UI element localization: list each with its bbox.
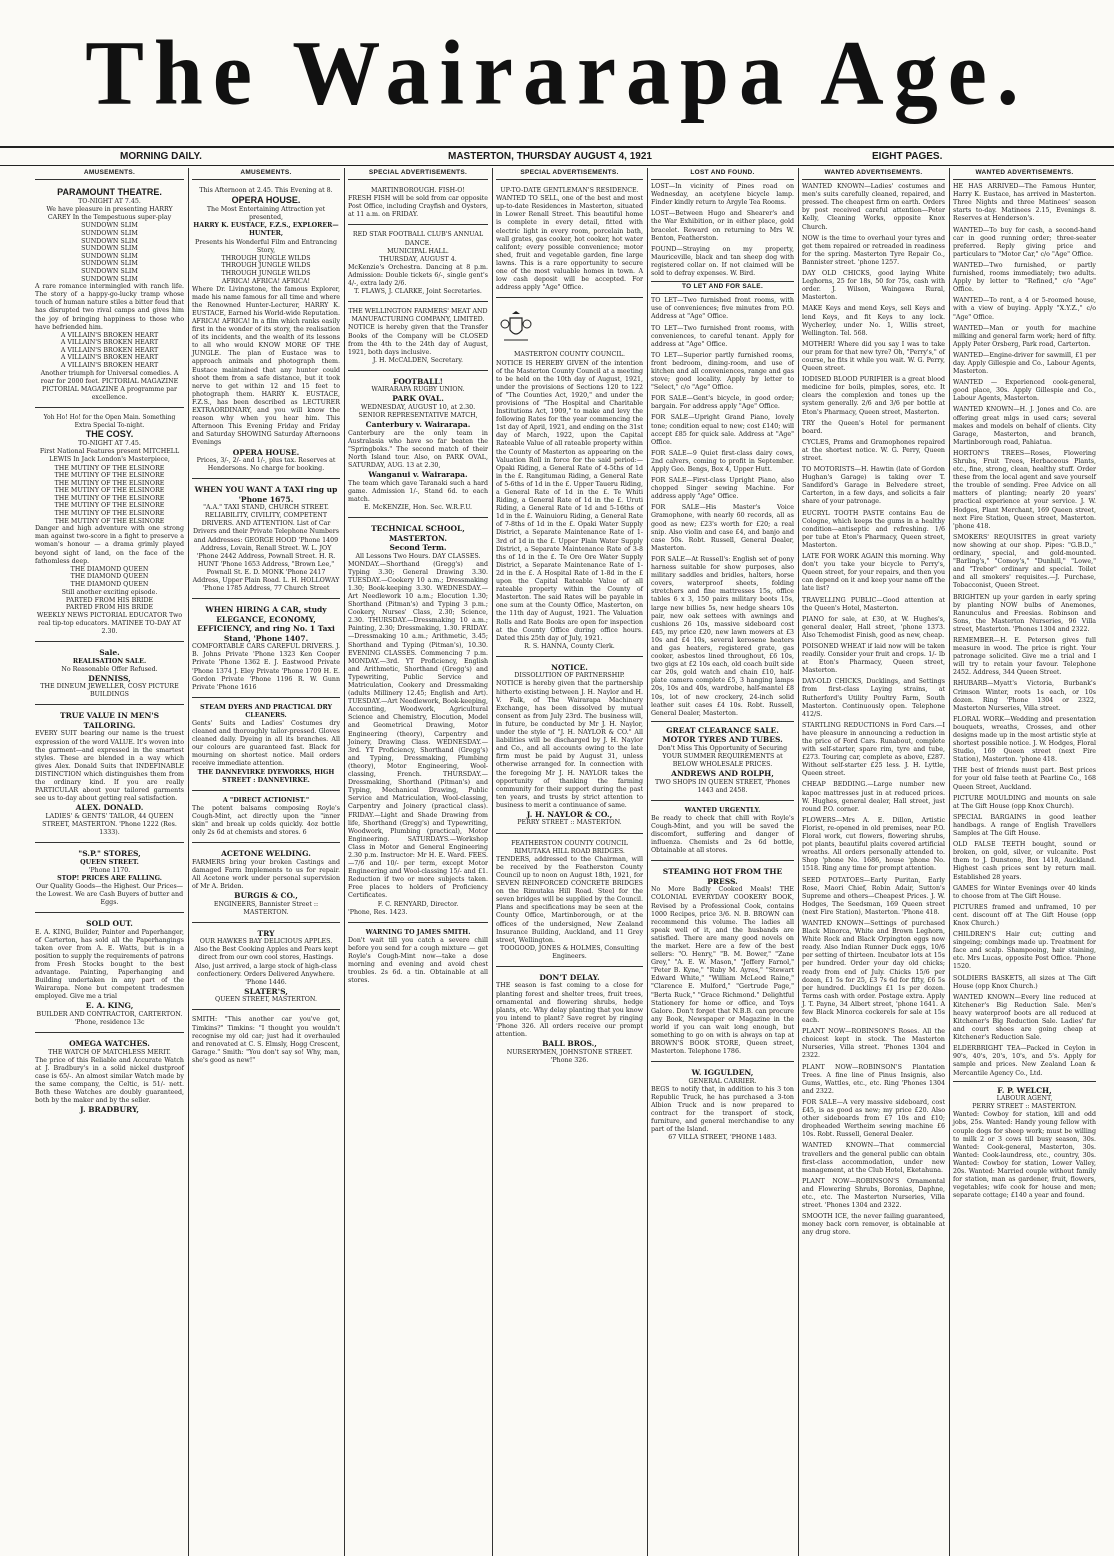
repeated-line: THE DIAMOND QUEEN [70, 580, 149, 588]
ad-subtitle: The Most Entertaining Attraction yet presented, [206, 206, 326, 222]
ad-address: LADIES' & GENTS' TAILOR, 44 QUEEN STREET, MASTERTON. 'Phone 1222 (Res. 1333). [42, 812, 177, 836]
repeated-line: A VILLAIN'S BROKEN HEART [60, 331, 159, 339]
ad-pre: Yoh Ho! Ho! for the Open Main. Something Extra Special To-night. [43, 414, 176, 429]
ad-line: Presents his Wonderful Film and Entrancing Story, [195, 238, 337, 254]
repeated-line: SUNDOWN SLIM [81, 245, 138, 253]
taxi-ad [192, 481, 340, 599]
classified-entry: FOR SALE—At Russell's: English set of pony harness suitable for show purposes, also military saddles and bridles, halters, horse covers, waterproof sheets, folding stretchers and fine mattresses 15s, office tables 6 x 3, 150 pairs military boots 15s, large new billies 5s, new hedge shears 10s pair, new oak settees with awnings and cushions 26 10s, massive sideboard cost £45, my price £20, new lawn mowers at £3 10s and £4 10s, several kerosene heaters and gas heaters, registered grate, gas cooker, asbestos lined throughout, £6 10s, two gigs at £2 10s each, old coach built side car 20s, gold watch and chain £10, half-plate camera complete £5, 3 hanging lamps 20s, 10s and 40s, wardrobe, half-mantel £8 10s, lot of new crockery, 24-inch solid leather suit cases £4 10s. Robt. Russell, General Dealer, Masterton. [651, 555, 794, 717]
classified-entry: GAMES for Winter Evenings over 40 kinds to choose from at The Gift House. [953, 884, 1096, 900]
warning-ad [348, 925, 488, 991]
ad-phone: 'Phone 1170. [88, 866, 131, 874]
ad-venue: MUNICIPAL HALL. [387, 247, 449, 255]
ad-phone: 'Phone, Res. 1423. [348, 908, 408, 916]
classified-entry: PICTURES framed and unframed, 10 per cent. discount off at The Gift House (opp Knox Church.) [953, 903, 1096, 927]
classified-entry: CHEAP BEDDING.—Large number new kapoc mattresses just in at reduced prices. W. Hughes, general dealer, Hall street, just round P.O. corner. [802, 781, 945, 813]
ad-title: TECHNICAL SCHOOL, MASTERTON. [371, 524, 465, 543]
ad-body: No More Badly Cooked Meals! THE COLONIAL EVERYDAY COOKERY BOOK, Revised by a Professional Cook, contains 1000 Recipes, price 3/6. N. B. BROWN can recommend this volume. The ladies all speak well of it, and the husbands are satisfied. There are many good novels on the market. Here are a few of the best sellers: "O. Henry," "B. M. Bower," "Zane Grey," "A. E. W. Mason," "Jeffery Farnol," "Peter B. Kyne," "Ruby M. Ayres," "Stewart Edward White," "William McLeod Raine," "Clarence E. Mulford," "Gertrude Page," "Berta Ruck," "Grace Richmond." Delightful Stationery for home or office, and Toys Galore. Don't forget that N.B.B. can procure any Book, Newspaper or Magazine in the world if you can wait long enough, but something to go on with is always on tap at BROWN'S BOOK STORE, Queen street, Masterton. Telephone 1786. [651, 886, 794, 1056]
ad-body: NOTICE IS HEREBY GIVEN of the intention of the Masterton County Council at a meeting to be held on the 10th day of August, 1921, under the provisions of Sections 120 to 122 of "The Counties Act, 1920," and under the provisions of "The Hospital and Charitable Institutions Act, 1909," to make and levy the following Rates for the year commencing the 1st day of April, 1921, and ending on the 31st day of March, 1922, upon the Capital Rateable Value of all rateable property within the County of Masterton as appearing on the Valuation Roll in force for the said period:— Opaki Riding, a General Rate of 4-5ths of 1d in the £. Rangitumau Riding, a General Rate of 5-6ths of 1d in the £. Upper Taueru Riding, a General Rate of 1d in the £. Te Whiti Riding, a General Rate of 1d in the £. Uruti Riding, a General Rate of 1d and 5-16ths of 1d in the £. Wainuioru Riding, a General Rate of 7-8ths of 1d in the £. Opaki Water Supply District, a Separate Maintenance Rate of 1-3rd of 1d in the £. Upper Plain Water Supply District, a Separate Maintenance Rate of 3-8 ths of 1d in the £. Te Ore Ore Water Supply District, a Separate Maintenance Rate of 1-2d in the £. A Hospital Rate of 1-8d in the £ upon the Capital Rateable Value of all rateable property within the County of Masterton. The said Rates will be payable in one sum at the County Office, Masterton, on the 11th day of August, 1921. The Valuation Rolls and Rate Books are open for inspection at the County Office during office hours. Dated this 25th day of July, 1921. [496, 359, 643, 642]
dateline [0, 146, 1114, 166]
classified-entry: WANTED—To buy for cash, a second-hand car in good running order; three-seater preferred. Reply giving price and particulars to "Motor Car," c/o "Age" Office. [953, 226, 1096, 258]
ad-body: "A.A." TAXI STAND, CHURCH STREET. RELIABILITY, CIVILITY, COMPETENT DRIVERS. AND ATTENTION. List of Car Drivers and their Private Telephone Numbers and Addresses: GEORGE HOOD 'Phone 1409 Address, Lovain, Renall Street. W. L. JOY 'Phone 2442 Address, Pownall Street. H. R. HUNT 'Phone 1653 Address, "Brown Lee," Pownall St. E. D. MONK 'Phone 2417 Address, Upper Plain Road. L. H. HOLLOWAY 'Phone 1785 Address, 77 Church Street [192, 504, 340, 593]
ad-subtitle: GENERAL CARRIER. [688, 1077, 757, 1085]
repeated-line: SUNDOWN SLIM [81, 222, 138, 230]
classified-entry: THE best of friends must part. Best prices for your old false teeth at Pearline Co., 168 Queen Street, Auckland. [953, 767, 1096, 791]
classified-entry: FOR SALE—First-class Upright Piano, also chopped Singer sewing Machine. For address apply "Age" Office. [651, 477, 794, 501]
classified-entry: DAY-OLD CHICKS, Ducklings, and Settings from first-class Laying strains, at Rutherford's Utility Poultry Farm, South Masterton. Continuously open. Telephone 412/S. [802, 678, 945, 718]
ad-signature: TOOGOOD, JONES & HOLMES, Consulting Engineers. [500, 944, 639, 960]
classified-entry: HE HAS ARRIVED—The Famous Hunter, Harry K. Eustace, has arrived in Masterton. Three Nights and three Matinees' season starts to-day. Matinees 2.15, Evenings 8. Reserves at Henderson's. [953, 183, 1096, 223]
columns [0, 168, 1114, 1556]
repeated-line: SUNDOWN SLIM [81, 267, 138, 275]
fish-ad [348, 183, 488, 225]
hiring-ad [192, 601, 340, 698]
ad-body: WANTED TO SELL, one of the best and most up-to-date Residences in Masterton, situated in Lower Renall Street. This beautiful home is complete in every detail, fitted with electric light in every room, porcelain bath, wall grates, gas cooker, hot cooker, hot water califont; every possible convenience; motor shed, fruit and vegetable garden, fine large lawns. This is a rare opportunity to secure one of the most valuable homes in town. A low cash deposit will be accepted. For address apply "Age" Office. [496, 195, 643, 292]
ad-title: NOTICE. [551, 662, 588, 672]
classified-entry: NOW is the time to overhaul your tyres and get them repaired or retreaded in readiness for the spring. Masterton Tyre Repair Co., Bannister street. 'phone 1257. [802, 234, 945, 266]
ad-title: TRUE VALUE IN MEN'S TAILORING. [59, 711, 160, 730]
ad-body: The team which gave Taranaki such a hard game. Admission 1/-, Stand 6d. to each match. [348, 479, 488, 503]
repeated-line: PARTED FROM HIS BRIDE [65, 596, 154, 604]
ad-subtitle: TO-NIGHT AT 7.45. [78, 440, 141, 448]
repeated-line: THE DIAMOND QUEEN [70, 573, 149, 581]
ad-body: Gents' Suits and Ladies' Costumes dry cleaned and thoroughly tailor-pressed. Gloves cleaned daily. Dyeing in all its branches. All our colours are guaranteed fast. Black for mourning on shortest notice. Mail orders receive immediate attention. [192, 719, 340, 768]
dyers-ad [192, 700, 340, 791]
classified-entry: FOR SALE—9 Quiet first-class dairy cows, 2nd calvers, coming to profit in September. Apply Geo. Bengs, Box 4, Upper Hutt. [651, 449, 794, 473]
council-ad [496, 300, 643, 657]
repeated-line: THE MUTINY OF THE ELSINORE [54, 502, 165, 510]
classified-entry: PLANT NOW—ROBINSON'S Ornamental and Flowering Shrubs, Boronias, Daphne, etc., etc. The Masterton Nurseries, Villa street. 'Phones 1304 and 2322. [802, 1177, 945, 1210]
column-6 [798, 168, 948, 1556]
ad-body: Don't Miss This Opportunity of Securing YOUR SUMMER REQUIREMENTS at BELOW WHOLESALE PRICES. [657, 744, 788, 768]
classified-entry: WANTED KNOWN—H. J. Jones and Co. are offering great mlgs in used cars; several makes and models on behalf of clients. City Garage, Masterton, and branch, Martinborough road, Pahiatua. [953, 406, 1096, 446]
sp-stores-ad [35, 845, 184, 913]
denniss-ad [35, 644, 184, 705]
repeat-block [35, 222, 184, 283]
repeated-line: THROUGH JUNGLE WILDS [221, 269, 311, 277]
repeated-line: THE MUTINY OF THE ELSINORE [54, 487, 165, 495]
column-header: WANTED ADVERTISEMENTS. [953, 168, 1096, 180]
ad-body: The price of this Reliable and Accurate Watch at J. Bradbury's in a solid nickel dustproof case is 65/-. An almost similar Watch made by the same company, the Celtic, is 51/- nett. Both these Watches are doubly guaranteed, both by the maker and by the seller. [35, 1056, 184, 1105]
repeated-line: THROUGH JUNGLE WILDS [221, 262, 311, 270]
classified-entry: WANTED KNOWN—That commercial travellers and the general public can obtain first-class accommodation, under new management, at the Club Hotel, Eketahuna. [802, 1142, 945, 1174]
ad-signature: J. H. McCALDEN, Secretary. [372, 356, 464, 364]
ad-title: WANTED URGENTLY. [684, 806, 761, 814]
ad-body: EVERY SUIT bearing our name is the truest expression of the word VALUE. It's woven into the garment—and expressed in the smartest styles. These are blended in a way which gives Alex. Donald Suits that INDEFINABLE DISTINCTION which distinguishes them from the ordinary kind. If you are really PARTICULAR about your tailored garments see us to-day about getting real satisfaction. [35, 730, 184, 803]
classified-entry: BRIGHTEN up your garden in early spring by planting NOW bulbs of Anemones, Ranunculus and Freesias. Robinson and Sons, the Masterton Nurseries, 96 Villa street, Masterton. 'Phones 1304 and 2322. [953, 593, 1096, 633]
ad-name: E. A. KING, [85, 1001, 134, 1011]
repeated-line: THE MUTINY OF THE ELSINORE [54, 479, 165, 487]
classified-entry: FOR SALE—A very massive sideboard, cost £45, is as good as new; my price £20. Also other sideboards from £7 10s and £10; dropheaded Wertheim sewing machine £6 10s. Robt. Russell, General Dealer. [802, 1098, 945, 1139]
ad-intro: First National Features present MITCHELL LEWIS In Jack London's Masterpiece, [39, 448, 180, 464]
repeat-block [35, 465, 184, 526]
ad-body: A rare romance intermingled with ranch life. The story of a happy-go-lucky tramp whose touch of human nature stiles a bitter feud that has disrupted two rival camps and gives him the joy of bringing happiness to those who have befriended him. [35, 283, 184, 331]
column-3 [344, 168, 491, 1556]
featherston-ad [496, 836, 643, 967]
classified-entry: WANTED KNOWN—Every line reduced at Kitchener's Big Reduction Sale. Men's heavy waterproof boots are all reduced at Kitchener's Big Reduction Sale. Ladies' fur and court shoes are going cheap at Kitchener's Reduction Sale. [953, 993, 1096, 1042]
ad-name: SLATER'S, [244, 986, 288, 996]
ad-name: F. P. WELCH, [997, 1085, 1052, 1095]
repeated-line: THE DIAMOND QUEEN [70, 565, 149, 573]
ad-line: AFRICA! AFRICA! AFRICA! [221, 277, 311, 285]
ad-address: QUEEN STREET, MASTERTON. [214, 996, 318, 1004]
ad-name: ANDREWS AND ROLPH, [671, 769, 774, 779]
ad-body: WEDNESDAY, AUGUST 10, at 2.30. SENIOR REPRESENTATIVE MATCH, [358, 403, 478, 420]
classified-entry: CYCLES, Prams and Gramophones repaired at the shortest notice. W. G. Perry, Queen street. [802, 438, 945, 462]
classified-entry: LATE FOR WORK AGAIN this morning. Why don't you take your bicycle to Perry's, Queen street, for your repairs, and then you can depend on it and keep your name off the late list? [802, 553, 945, 593]
ad-name: BALL BROS., [542, 1039, 597, 1049]
repeated-line: SUNDOWN SLIM [81, 252, 138, 260]
wanted-list [802, 183, 945, 1237]
column-4 [492, 168, 646, 1556]
ad-date: THURSDAY, AUGUST 4. [379, 255, 457, 263]
ad-body: Danger and high adventure with one strong man against two-score in a fight to preserve a woman's honour — a drama grimly played beyond sight of land, on the face of the fathomless deep. [35, 525, 184, 565]
ad-title: ACETONE WELDING. [221, 849, 311, 859]
cosy-ad [35, 410, 184, 642]
ad-address: BUILDER AND CONTRACTOR, CARTERTON. 'Phone, residence 13c [36, 1010, 183, 1027]
carrier-ad [651, 1064, 794, 1147]
column-header: WANTED ADVERTISEMENTS. [802, 168, 945, 180]
repeated-line: A VILLAIN'S BROKEN HEART [60, 362, 159, 370]
ad-title: FEATHERSTON COUNTY COUNCIL [511, 839, 628, 847]
classified-entry: ELDERBRIGHT TEA—Packed in Ceylon in 90's, 40's, 20's, 10's, and 5's. Apply for sample and prices. New Zealand Loan & Mercantile Agency Co., Ltd. [953, 1045, 1096, 1077]
ad-title: RED STAR FOOTBALL CLUB'S ANNUAL DANCE. [352, 231, 484, 247]
classified-entry: FLOWERS—Mrs A. E. Dillon, Artistic Florist, re-opened in old premises, near P.O. Floral work, cut flowers, flowering shrubs, pot plants, beautiful plaits covered artificial wreaths. All orders personally attended to. Shop 'phone No. 1686, house 'phone No. 1518. Ring any time for prompt attention. [802, 816, 945, 873]
sold-out-ad [35, 915, 184, 1033]
ad-body: E. A. KING, Builder, Painter and Paperhanger, of Carterton, has sold all the Paperhangings taken over from A. E. Watts, but is in a position to supply the requirements of patrons from Fresh Stocks bought to the best advantage. Painting, Paperhanging and Building undertaken in any part of the Wairarapa. None but competent tradesmen employed. Give me a trial [35, 928, 184, 1001]
football-ad [348, 373, 488, 518]
classified-entry: WANTED—Man or youth for machine milking and general farm work; herd of fifty. Apply Peter Orsberg, Park road, Carterton. [953, 324, 1096, 348]
repeat-block [192, 255, 340, 278]
classified-entry: WANTED—Engine-driver for sawmill, £1 per day. Apply Gillespie and Co., Labour Agents, Masterton. [953, 351, 1096, 376]
apples-ad [192, 925, 340, 1011]
tailoring-ad [35, 707, 184, 843]
newspaper-title: The Wairarapa Age. [85, 22, 1029, 125]
ad-title: THE COSY. [85, 429, 134, 440]
ad-name: ALEX. DONALD. [75, 803, 144, 813]
section-header: TO LET AND FOR SALE. [651, 281, 794, 294]
ad-address: ENGINEERS, Bannister Street :: MASTERTON. [213, 900, 319, 916]
ad-term: Second Term. [389, 543, 447, 552]
classified-entry: FOUND—Straying on my property, Mauriceville, black and tan sheep dog with registered collar on. If not claimed will be sold to defray expenses. W. Bird. [651, 245, 794, 278]
ad-body: NOTICE is hereby given that the Transfer Books of the Company will be CLOSED from the 4th to the 24th day of August, 1921, both days inclusive. [348, 324, 488, 356]
classified-entry: FOR SALE—Upright Grand Piano, lovely tone; condition equal to new; cost £140; will accept £85 for quick sale. Address at "Age" Office. [651, 414, 794, 446]
column-header: AMUSEMENTS. [35, 168, 184, 180]
classified-entry: TO MOTORISTS—H. Hawtin (late of Gordon Hughan's Garage) is taking over T. Sandiford's Garage in Belvedere street, Carterton, in a few days, and solicits a fair share of your patronage. [802, 466, 945, 506]
repeated-line: THE MUTINY OF THE ELSINORE [54, 517, 165, 525]
ad-body: OUR HAWKES BAY DELICIOUS APPLES. Also the Best Cooking Apples and Pears kept direct from our own cool stores, Hastings. Also, just arrived, a large stock of high-class confectionery. Orders Delivered Anywhere. 'Phone 1446. [194, 938, 338, 986]
column-7 [949, 168, 1099, 1556]
ad-tail: WEEKLY NEWS PICTORIAL EDUCATOR Two real tip-top educators. MATINEE TO-DAY AT 2.30. [36, 611, 183, 635]
ad-body: NOTICE is hereby given that the partnership hitherto existing between J. H. Naylor and H. V. Falk, of The Wairarapa Machinery Exchange, has been dissolved by mutual consent as from July 23rd. The business will, in future, be conducted by Mr J. H. Naylor, under the style of "J. H. NAYLOR & CO." All liabilities will be discharged by J. H. Naylor and Co., and all accounts owing to the late firm must be paid by August 31, unless otherwise arranged for. In connection with the foregoing Mr J. H. NAYLOR takes the opportunity of thanking the farming community for their support during the past ten years, and trusts by strict attention to business to merit a continuance of same. [496, 680, 643, 809]
ad-title: STEAMING HOT FROM THE PRESS. [662, 867, 783, 886]
classified-entry: LOST—In vicinity of Pines road on Wednesday, an acetylene bicycle lamp. Finder kindly return to Argyle Tea Rooms. [651, 183, 794, 207]
repeated-line: THE MUTINY OF THE ELSINORE [54, 464, 165, 472]
ad-match: Canterbury v. Wairarapa. [365, 420, 471, 430]
ad-title: OMEGA WATCHES. [69, 1039, 150, 1049]
classified-entry: FOR SALE—Gent's bicycle, in good order; bargain. For address apply "Age" Office. [651, 395, 794, 411]
ad-subtitle: TO-NIGHT AT 7.45. [78, 198, 141, 206]
ad-body: SMITH: "This another car you've got, Timkins?" Timkins: "I thought you wouldn't recognise my old car; just had it overhauled and renovated at C. S. Elmsly, Hogg Crescent, Garage." Smith: "You don't say so! Why, man, she's good as new!" [192, 1016, 340, 1064]
ad-tail: Another triumph for Universal comedies. A roar for 2000 feet. PICTORIAL MAGAZINE PICTORIAL MAGAZINE A programme par excellence. [40, 369, 179, 401]
repeated-line: SUNDOWN SLIM [81, 237, 138, 245]
smith-ad [192, 1012, 340, 1070]
ad-name: J. BRADBURY, [80, 1105, 139, 1115]
repeat-block [35, 597, 184, 612]
classified-entry: TO LET—Two furnished front rooms, with use of conveniences; five minutes from P.O. Address at "Age" Office. [651, 297, 794, 321]
column-header: AMUSEMENTS. [192, 168, 340, 180]
farmers-ad [348, 304, 488, 371]
dateline-pages: EIGHT PAGES. [872, 151, 943, 162]
welding-ad [192, 845, 340, 923]
ad-body: Be ready to check that chill with Royle's Cough-Mint, and you will be saved the discomfort, suffering and danger of influenza. Chemists and 2s 6d bottle, Obtainable at all stores. [651, 814, 794, 855]
ad-body: Wanted: Cowboy for station, kill and odd jobs, 25s. Wanted: Handy young fellow with couple dogs for sheep work; must be willing to milk 2 or 3 cows till busy season, 30s. Wanted: Cook-general, Masterton, 30s. Wanted: Cook-laundress, etc., country, 30s. Wanted: Cowboy for station, Lower Valley, 20s. Wanted: Married couple without family for station, man as gardener, fruit, flowers, vegetables; wife cook for house and men; separate cottage; £140 a year and found. [953, 1111, 1096, 1200]
masthead [0, 14, 1114, 134]
ad-line: REALISATION SALE. [72, 657, 147, 665]
classified-entry: SMOKERS' REQUISITES in great variety now showing at our shop. Pipes: "G.B.D.," ordinary, special, and gold-mounted. "Barling's," "Comoy's," "Dunhill," "Lowe," and "Trebor" ordinary and special. Toilet and all smokers' requisites.—J. Purchase, Tobacconist, Queen Street. [953, 533, 1096, 590]
ad-body: Where Dr. Livingstone, the famous Explorer, made his name famous for all time and where the Renowned Hunter-Lecturer, HARRY K. EUSTACE, Earned his World-wide Reputation. AFRICA! AFRICA! In a film which ranks easily first in the wonder of its story, the realisation of its incidents, and the wealth of its lessons to all who would KNOW MORE OF THE JUNGLE. The plan of Eustace was to approach animals and photograph them. Eustace maintained that any hunter could shoot them from a safe distance, but it took nerve to get within 12 and 15 feet to photograph them. HARRY K. EUSTACE, F.Z.S., has been described as LECTURER EXTRAORDINARY, and you will know the reason why when you hear him. This Afternoon This Evening Friday and Friday and Saturday SHOWING Saturday Afternoons Evenings [192, 285, 340, 447]
classified-entry: EUCRYL TOOTH PASTE contains Eau de Cologne, which keeps the gums in a healthy condition—antiseptic and refreshing. 1/6 per tube at Eton's Pharmacy, Queen street, Masterton. [802, 509, 945, 549]
ad-name: DENNISS, [88, 673, 131, 683]
ad-body: The potent balsams composing Royle's Cough-Mint, act directly upon the "inner skin" and break up colds quickly. 4oz bottle only 2s 6d at chemists and stores. 6 [192, 804, 340, 837]
cookery-book-ad [651, 863, 794, 1062]
classified-entry: POISONED WHEAT if laid now will be taken readily. Consider your fruit and crops. 1/- lb at Eton's Pharmacy, Queen street, Masterton. [802, 642, 945, 675]
column-header: SPECIAL ADVERTISEMENTS. [496, 168, 643, 180]
ad-title: THE WELLINGTON FARMERS' MEAT AND MANUFACTURING COMPANY, LIMITED. [348, 308, 488, 324]
opera-house-ad [192, 183, 340, 479]
ad-subtitle: DISSOLUTION OF PARTNERSHIP. [514, 672, 625, 680]
classified-entry: PIANO for sale, at £30, at W. Hughes's, general dealer, Hall street, 'phone 1373. Also Tchemodist Finish, good as new, cheap. [802, 615, 945, 639]
ad-title: MASTERTON COUNTY COUNCIL. [513, 351, 626, 359]
ad-line: No Reasonable Offer Refused. [61, 665, 158, 673]
wanted-list [953, 183, 1096, 1078]
ad-body: Our Quality Goods—the Highest. Our Prices—the Lowest. We are Cash Buyers of butter and Eggs. [35, 882, 184, 907]
ad-signature: R. S. HANNA, County Clerk. [524, 642, 615, 650]
classified-entry: FLORAL WORK—Wedding and presentation bouquets, wreaths, Crosses, and other designs made up in the most artistic style at shortest possible notice. J. W. Hodges, Floral Studio, 169 Queen street (next Fire Station), Masterton. 'phone 418. [953, 715, 1096, 764]
ad-signature: T. FLAWS, J. CLARKE, Joint Secretaries. [354, 288, 482, 296]
classified-entry: HORTON'S TREES—Roses, Flowering Shrubs, Fruit Trees, Herbaceous Plants, etc., fine, strong, clean, healthy stuff. Order these from the local agent and save yourself the trouble of sending. Free Advice on all matters of planting; nearly 20 years' practical experience at your service. J. W. Hodges, Plant Merchant, 169 Queen street, next Fire Station, Queen street, Masterton. 'phone 418. [953, 449, 1096, 530]
ad-address: PERRY STREET :: MASTERTON. [517, 819, 622, 827]
ad-address: TWO SHOPS IN QUEEN STREET, 'Phones 1443 and 2458. [654, 778, 791, 794]
ad-body: FARMERS bring your broken Castings and damaged Farm Implements to us for repair. All Acetone work under personal supervision of Mr A. Briden. [192, 858, 340, 890]
ad-body: McKenzie's Orchestra. Dancing at 8 p.m. Admission: Double tickets 6/-, single gent's 4/-, extra lady 2/6. [348, 263, 488, 288]
ad-subtitle: LABOUR AGENT, [996, 1095, 1053, 1103]
classified-entry: WANTED—Two furnished, or partly furnished, rooms immediately; two adults. Apply by letter to "Refined," c/o "Age" Office. [953, 261, 1096, 294]
ad-name: HARRY K. EUSTACE, F.Z.S., EXPLORER—HUNTER, [193, 222, 339, 238]
repeated-line: PARTED FROM HIS BRIDE [65, 604, 154, 612]
ad-name: W. IGGULDEN, [691, 1068, 754, 1078]
let-list [651, 297, 794, 718]
partnership-notice [496, 659, 643, 834]
dance-ad [348, 227, 488, 302]
lost-list [651, 183, 794, 278]
ad-times: This Afternoon at 2.45. This Evening at 8. [199, 187, 333, 195]
classified-entry: PICTURE MOULDING and mounts on sale at The Gift House (opp Knox Church). [953, 794, 1096, 810]
repeated-line: SUNDOWN SLIM [81, 260, 138, 268]
ad-signature: F. C. RENYARD, Director. [377, 900, 459, 908]
repeated-line: A VILLAIN'S BROKEN HEART [60, 339, 159, 347]
ad-body: COMFORTABLE CARS CAREFUL DRIVERS. J. B. Johns Private 'Phone 1323 Ken Cooper Private 'Phone 1362 E. J. Eastwood Private 'Phone 1374 J. Eley Private 'Phone 1709 H. E. Gordon Private 'Phone 1196 R. W. Gunn Private 'Phone 1616 [192, 643, 340, 691]
repeated-line: A VILLAIN'S BROKEN HEART [60, 354, 159, 362]
ad-prices: Prices, 3/-, 2/- and 1/-, plus tax. Reserves at Hendersons. No charge for booking. [196, 457, 336, 473]
ad-mid: Still another exciting episode. [61, 588, 158, 596]
classified-entry: SPECIAL BARGAINS in good leather handbags. A range of English Travellers Samples at The Gift House. [953, 813, 1096, 838]
classified-entry: TO LET—Two furnished front rooms, with conveniences, to careful tenant. Apply for address at "Age" Office. [651, 324, 794, 348]
classified-entry: IODISED BLOOD PURIFIER is a great blood medicine for boils, pimples, sores, etc. It clears the complexion and tones up the system generally. 2/6 and 3/6 per bottle at Eton's Pharmacy, Queen street, Masterton. [802, 376, 945, 416]
dateline-date: MASTERTON, THURSDAY AUGUST 4, 1921 [448, 151, 652, 162]
ad-body: TENDERS, addressed to the Chairman, will be received by the Featherston County Council up to noon on August 18th, 1921, for SEVEN REINFORCED CONCRETE BRIDGES on the Rimutaka Hill Road. Steel for the seven bridges will be supplied by the Council. Plans and specifications may be seen at the County Office, Martinborough, or at the offices of the undersigned, New Zealand Insurance Building, Auckland, and 11 Grey street, Wellington. [496, 855, 643, 944]
ad-name: BURGIS & CO., [234, 891, 298, 901]
ad-body: FRESH FISH will be sold from car opposite Post Office, including Crayfish and Oysters, at 11 a.m. on FRIDAY. [348, 195, 488, 219]
classified-entry: WANTED KNOWN—Settings of purchased Black Minorca, White and Brown Leghorn, White Rock and Black Orpington eggs now ready. Also Indian Runner Duck eggs, 10/6 per setting of thirteen. Incubator lots at 15s per hundred. Order your day old chicks; ready from end of July. Chicks 15/6 per dozen, £1 5s for 25, £3 7s 6d for fifty, £6 5s per hundred. Ducklings £1 1s per dozen. Terms cash with order. Postage extra. Apply J. T. Payne, 34 Albert street, 'phone 1641. A few Black Minorca cockerels for sale at 15s each. [802, 919, 945, 1025]
classified-entry: LOST—Between Hugo and Shearer's and the War Exhibition, or in either place, gold bracelet. Reward on returning to Mrs W. Benton, Featherston. [651, 210, 794, 242]
ad-title: SOLD OUT. [86, 919, 133, 929]
technical-school-ad [348, 520, 488, 923]
coat-of-arms-icon [496, 310, 536, 344]
classified-entry: REMEMBER—H. E. Peterson gives full measure in wood. The price is right. Your patronage solicited. Give me a trial and I will try to retain your favour. Telephone 2452. Address, 344 Queen Street. [953, 636, 1096, 677]
ad-title: WHEN YOU WANT A TAXI ring up 'Phone 1675. [194, 485, 338, 504]
urgently-ad [651, 803, 794, 862]
classified-entry: MOTHER! Where did you say I was to take our pram for that new tyre? Oh, "Perry's," of course, he fits it while you wait. W. G. Perry, Queen street. [802, 340, 945, 373]
classified-entry: MAKE Keys and mend Keys, sell Keys and lend Keys, and fit Keys to any lock. Wycherley, under No. 1, Willis street, Wellington. Tel. 568. [802, 305, 945, 337]
ad-title: OPERA HOUSE. [232, 447, 300, 457]
classified-entry: TO LET—Superior partly furnished rooms, front bedroom, dining-room, and use of kitchen and all conveniences, range and gas stove; good locality. Apply by letter to "Select," c/o "Age" Office. [651, 351, 794, 392]
ad-intro: We have pleasure in presenting HARRY CAREY In the Tempestuous super-play [46, 206, 173, 222]
column-2 [188, 168, 343, 1556]
ad-title: STEAM DYERS AND PRACTICAL DRY CLEANERS. [199, 703, 333, 719]
ad-subtitle: THE WATCH OF MATCHLESS MERIT. [48, 1048, 171, 1056]
ad-address: 67 VILLA STREET, 'PHONE 1483. [668, 1134, 777, 1142]
ad-body: MONDAY.—Shorthand (Gregg's) and Typing 3.30; General Drawing 3.30. TUESDAY.—Cookery 10 a.m.; Dressmaking 1.30; Book-keeping 3.30. WEDNESDAY.—Art Needlework 10 a.m.; Elocution 1.30; Shorthand (Pitman's) and Typing 3 p.m.; Cookery, Nurses' Class, 2.30; Science, 2.30. THURSDAY.—Dressmaking 10 a.m.; Painting, 2.30; Dressmaking, 1.30. FRIDAY.—Dressmaking 10 a.m.; Arithmetic, 3.45; Shorthand and Typing (Pitman's), 10.30. EVENING CLASSES. Commencing 7 p.m. MONDAY.—3rd. YT Proficiency, English and Arithmetic, Shorthand (Gregg's) and Typewriting, Public Service and Matriculation, Cookery and Dressmaking (adults Millinery 12.45; English and Art). TUESDAY.—Art Needlework, Book-keeping, Accounting, Woodwork, Agricultural Science and Chemistry, Elocution, Model and Geometrical Drawing, Motor Engineering (theory), Carpentry and Joinery, Drawing Class. WEDNESDAY.—3rd. YT Proficiency, Shorthand (Gregg's) and Typing, Dressmaking, Plumbing (theory), Motor Engineering, Wool-classing, French. THURSDAY.—Dressmaking, Shorthand (Pitman's) and Typing, Mechanical Drawing, Public Service and Matriculation, Wool-classing, Carpentry and Joinery (practical class). FRIDAY.—Light and Shade Drawing from life, Shorthand (Gregg's) and Typewriting, Woodwork, Plumbing (practical), Motor Engineering. SATURDAYS.—Workshop Class in Motor and General Engineering 2.30 p.m. Instructor: Mr H. E. Ward. FEES.—7/6 and 10/- per term, except Motor Engineering and Wool-classing 15/- and £1. Reduction if two or more subjects taken. Free places to holders of Proficiency Certificates. [348, 560, 488, 900]
ad-title: "S.P." STORES, [78, 849, 141, 859]
actionist-ad [192, 793, 340, 843]
repeat-block [35, 566, 184, 589]
ad-tail: THE DANNEVIRKE DYEWORKS, HIGH STREET : DANNEVIRKE. [197, 768, 335, 784]
repeated-line: THROUGH JUNGLE WILDS [221, 254, 311, 262]
classified-entry: OLD FALSE TEETH bought, sound or broken, on gold, silver, or vulcanite. Post them to J. Dunstone, Box 1418, Auckland. Highest cash prices sent by return mail. Established 28 years. [953, 841, 1096, 881]
repeat-block [35, 332, 184, 370]
classified-entry: PLANT NOW—ROBINSON'S Plantation Trees. A fine line of Pinus Insignis, also Gums, Wattles, etc., etc. Ring 'Phones 1304 and 2322. [802, 1063, 945, 1095]
classified-entry: TRY the Queen's Hotel for permanent board. [802, 419, 945, 435]
classified-entry: TRAVELLING PUBLIC—Good attention at the Queen's Hotel, Masterton. [802, 596, 945, 612]
ad-address: NURSERYMEN, JOHNSTONE STREET. 'Phone 326. [506, 1048, 633, 1064]
labour-agent-ad [953, 1081, 1096, 1206]
classified-entry: WANTED — Experienced cook-general, good place, 30s. Apply Gillespie and Co., Labour Agents, Masterton. [953, 379, 1096, 403]
ad-venue: PARK OVAL. [392, 394, 444, 404]
repeated-line: A VILLAIN'S BROKEN HEART [60, 346, 159, 354]
ad-body: THE season is fast coming to a close for planting forest and shelter trees, fruit trees, ornamental and flowering shrubs, hedge plants, etc. Why delay planting that you know you intend to plant? Save regret by ringing 'Phone 326. All orders receive our prompt attention. [496, 982, 643, 1039]
classified-entry: SMOOTH ICE, the never failing guaranteed, money back corn remover, is obtainable at any drug store. [802, 1213, 945, 1237]
ad-subtitle: All Lessons Two Hours. DAY CLASSES. [355, 552, 481, 560]
ad-body: BEGS to notify that, in addition to his 3 ton Republic Truck, he has purchased a 3-ton Albion Truck and is now prepared to contract for the transport of stock, furniture, and general merchandise to any part of the Island. [651, 1085, 794, 1134]
ad-signature: E. McKENZIE, Hon. Sec. W.R.F.U. [364, 503, 472, 511]
ad-title: Sale. [99, 648, 120, 658]
repeated-line: THE MUTINY OF THE ELSINORE [54, 510, 165, 518]
repeated-line: THE MUTINY OF THE ELSINORE [54, 494, 165, 502]
ad-title: GREAT CLEARANCE SALE. MOTOR TYRES AND TUBES. [662, 725, 783, 745]
ad-subtitle: WAIRARAPA RUGBY UNION. [371, 386, 465, 394]
classified-entry: CHILDREN'S Hair cut; cutting and singeing; combings made up. Treatment for face and scalp. Shampooing, hair staining, etc. Mrs Lucas, opposite Post Office. 'Phone 1520. [953, 931, 1096, 971]
ad-body: Canterbury are the only team in Australasia who have so far beaten the "Springboks." The second match of their North Island tour. Also, on PARK OVAL, SATURDAY, AUG. 13 at 2.30, [348, 429, 488, 470]
column-header: SPECIAL ADVERTISEMENTS. [348, 168, 488, 180]
omega-ad [35, 1035, 184, 1120]
classified-entry: WANTED KNOWN—Ladies' costumes and men's suits carefully cleaned, repaired, and pressed. The cheapest firm on earth. Orders by post received careful attention—Peter Kelly, Cleaning Works, opposite Knox Church. [802, 183, 945, 231]
residence-ad [496, 183, 643, 298]
ad-match: Wanganui v. Wairarapa. [368, 470, 468, 480]
ad-body: Don't wait till you catch a severe chill before you send for a cough mixture — get Royle's Cough-Mint now—take a dose morning and evening and avoid chest troubles. 2s 6d. a tin. Obtainable at all stores. [348, 936, 488, 985]
ad-title: OPERA HOUSE. [231, 195, 301, 206]
ad-title: FOOTBALL! [393, 376, 443, 386]
classified-entry: WANTED—To rent, a 4 or 5-roomed house, with a view of buying. Apply "X.Y.Z.," c/o "Age" Office. [953, 297, 1096, 321]
clearance-ad [651, 721, 794, 801]
column-5 [647, 168, 797, 1556]
ad-title: WARNING TO JAMES SMITH. [365, 928, 471, 936]
classified-entry: FOR SALE—His Master's Voice Gramophone, with nearly 60 records, all as good as new; £23's worth for £20; a real snip. Also violin and case £4, and banjo and case 50s. Robt. Russell, General Dealer, Masterton. [651, 504, 794, 552]
classified-entry: DAY OLD CHICKS, good laying White Leghorns, 25 for 18s, 50 for 75s, cash with order. J. Wilson, Waingawa Rural, Masterton. [802, 270, 945, 302]
ad-title: TRY [257, 928, 275, 938]
ad-subtitle: RIMUTAKA HILL ROAD BRIDGES. [514, 847, 625, 855]
ad-name: J. H. NAYLOR & CO., [526, 809, 613, 819]
classified-entry: SEED POTATOES—Early Puritan, Early Rose, Maori Chief, Robin Adair, Sutton's Supreme and others—Cheapest Prices. J. W. Hodges, The Seedsman, 169 Queen street (next Fire Station), Masterton. 'Phone 418. [802, 876, 945, 916]
delay-ad [496, 969, 643, 1070]
ad-title: UP-TO-DATE GENTLEMAN'S RESIDENCE. [500, 187, 639, 195]
ad-title: DON'T DELAY. [539, 972, 600, 982]
ad-address: PERRY STREET :: MASTERTON. [972, 1103, 1077, 1111]
ad-line: THE DINEUM JEWELLER, COSY PICTURE BUILDINGS [40, 683, 179, 699]
ad-heading: STOP! PRICES ARE FALLING. [57, 874, 162, 882]
classified-entry: SOLDIERS BASKETS, all sizes at The Gift House (opp Knox Church.) [953, 974, 1096, 990]
column-header: LOST AND FOUND. [651, 168, 794, 180]
repeated-line: SUNDOWN SLIM [81, 275, 138, 283]
repeated-line: THE MUTINY OF THE ELSINORE [54, 472, 165, 480]
ad-address: QUEEN STREET. [80, 858, 139, 866]
paramount-ad [35, 183, 184, 408]
classified-entry: PLANT NOW—ROBINSON'S Roses. All the choicest kept in stock. The Masterton Nurseries, Villa street. 'Phones 1304 and 2322. [802, 1028, 945, 1060]
ad-title: WHEN HIRING A CAR, study ELEGANCE, ECONOMY, EFFICIENCY, and ring No. 1 Taxi Stand, 'Phone 1407. [197, 605, 335, 643]
ad-title: PARAMOUNT THEATRE. [57, 187, 162, 198]
classified-entry: RHUBARB—Myatt's Victoria, Burbank's Crimson Winter, roots 1s each, or 10s dozen. Ring 'Phone 1304 or 2322, Masterton Nurseries, Villa street. [953, 680, 1096, 712]
ad-title: A "DIRECT ACTIONIST." [222, 796, 310, 804]
column-1 [32, 168, 187, 1556]
dateline-edition: MORNING DAILY. [120, 151, 202, 162]
repeated-line: SUNDOWN SLIM [81, 229, 138, 237]
ad-title: MARTINBOROUGH. FISH-O! [371, 187, 465, 195]
classified-entry: STARTLING REDUCTIONS in Ford Cars.—I have pleasure in announcing a reduction in the price of Ford Cars. Runabout, complete with self-starter, spare rim, tyre and tube, £273. Touring car, complete as above, £287. Without self-starter £25 less. J. H. Lyttle, Queen street. [802, 721, 945, 778]
